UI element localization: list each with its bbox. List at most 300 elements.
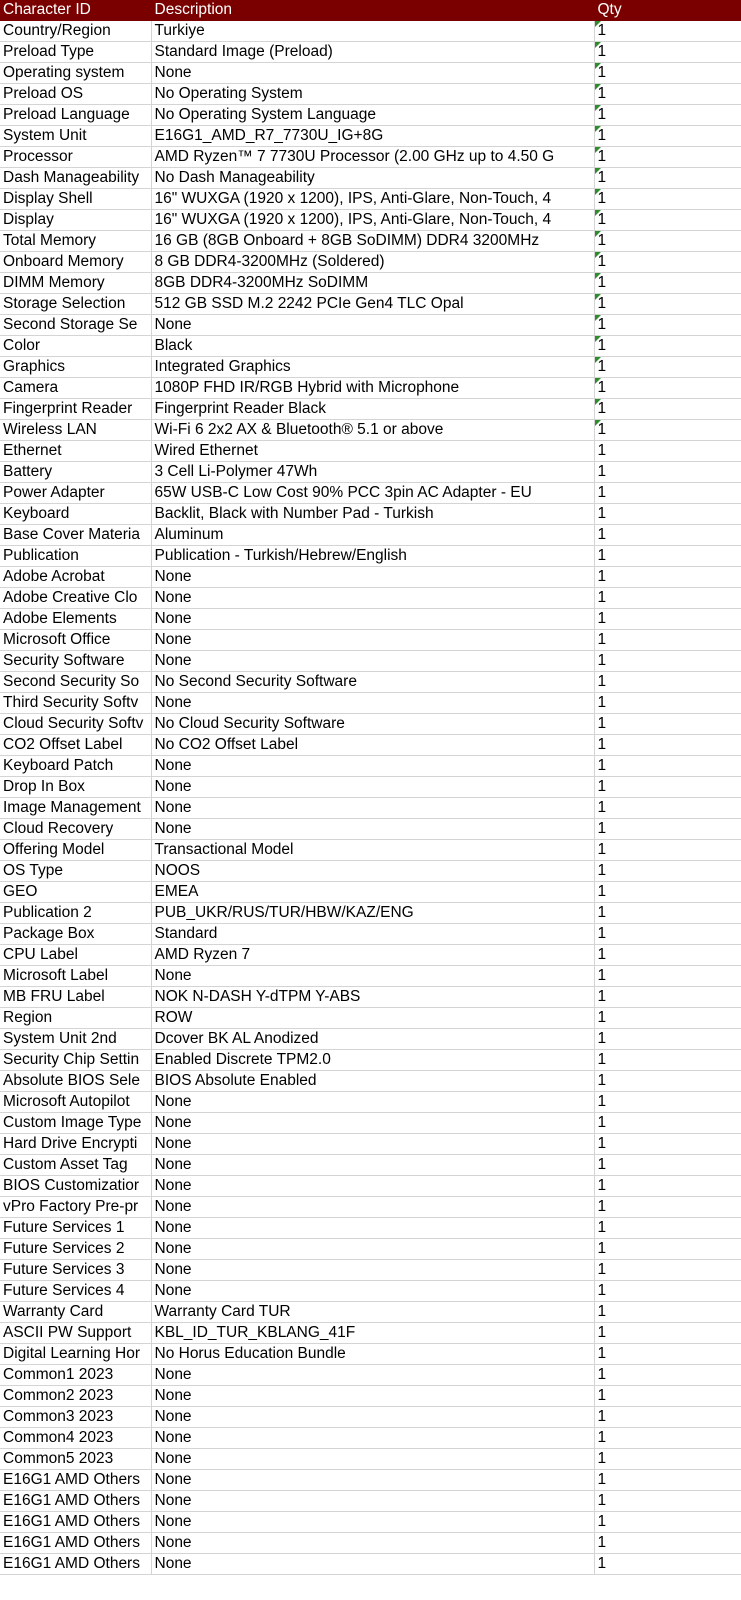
table-row <box>0 504 741 525</box>
cell-character-id[interactable]: Power Adapter <box>0 483 151 504</box>
table-row <box>0 609 741 630</box>
cell-description[interactable]: None <box>151 798 594 819</box>
cell-qty[interactable]: 1 <box>594 1176 741 1197</box>
table-row <box>0 1344 741 1365</box>
cell-qty[interactable]: 1 <box>594 567 741 588</box>
cell-description[interactable]: Standard Image (Preload) <box>151 42 594 63</box>
cell-qty[interactable]: 1 <box>594 798 741 819</box>
cell-description[interactable]: 16 GB (8GB Onboard + 8GB SoDIMM) DDR4 3200MHz <box>151 231 594 252</box>
cell-qty[interactable]: 1 <box>594 1050 741 1071</box>
cell-description[interactable]: Turkiye <box>151 21 594 42</box>
cell-character-id[interactable]: Publication <box>0 546 151 567</box>
table-row <box>0 1008 741 1029</box>
cell-description[interactable]: 512 GB SSD M.2 2242 PCIe Gen4 TLC Opal <box>151 294 594 315</box>
cell-qty[interactable]: 1 <box>594 987 741 1008</box>
cell-qty[interactable]: 1 <box>594 1218 741 1239</box>
cell-description[interactable]: Standard <box>151 924 594 945</box>
table-row <box>0 147 741 168</box>
cell-qty[interactable]: 1 <box>594 1239 741 1260</box>
cell-character-id[interactable]: Adobe Elements <box>0 609 151 630</box>
cell-description[interactable]: None <box>151 1092 594 1113</box>
cell-qty[interactable]: 1 <box>594 42 741 63</box>
cell-qty[interactable]: 1 <box>594 483 741 504</box>
cell-description[interactable]: Warranty Card TUR <box>151 1302 594 1323</box>
table-row <box>0 987 741 1008</box>
table-row <box>0 294 741 315</box>
cell-description[interactable]: 8GB DDR4-3200MHz SoDIMM <box>151 273 594 294</box>
cell-description[interactable]: ROW <box>151 1008 594 1029</box>
cell-qty[interactable]: 1 <box>594 210 741 231</box>
cell-description[interactable]: None <box>151 1155 594 1176</box>
table-row <box>0 1197 741 1218</box>
cell-qty[interactable]: 1 <box>594 945 741 966</box>
table-row <box>0 1029 741 1050</box>
table-row <box>0 1239 741 1260</box>
cell-description[interactable]: Backlit, Black with Number Pad - Turkish <box>151 504 594 525</box>
cell-character-id[interactable]: CPU Label <box>0 945 151 966</box>
cell-character-id[interactable]: Cloud Recovery <box>0 819 151 840</box>
cell-description[interactable]: None <box>151 1365 594 1386</box>
cell-description[interactable]: None <box>151 567 594 588</box>
cell-character-id[interactable]: Digital Learning Hor <box>0 1344 151 1365</box>
cell-character-id[interactable]: Image Management <box>0 798 151 819</box>
cell-description[interactable]: NOOS <box>151 861 594 882</box>
cell-character-id[interactable]: Common2 2023 <box>0 1386 151 1407</box>
cell-character-id[interactable]: Custom Asset Tag <box>0 1155 151 1176</box>
table-row <box>0 1470 741 1491</box>
cell-character-id[interactable]: Graphics <box>0 357 151 378</box>
table-row <box>0 378 741 399</box>
header-description[interactable]: Description <box>151 0 594 21</box>
table-row <box>0 1407 741 1428</box>
cell-description[interactable]: None <box>151 1386 594 1407</box>
cell-description[interactable]: None <box>151 777 594 798</box>
cell-qty[interactable]: 1 <box>594 168 741 189</box>
cell-description[interactable]: Black <box>151 336 594 357</box>
cell-description[interactable]: E16G1_AMD_R7_7730U_IG+8G <box>151 126 594 147</box>
cell-description[interactable]: None <box>151 1470 594 1491</box>
cell-qty[interactable]: 1 <box>594 1428 741 1449</box>
cell-qty[interactable]: 1 <box>594 504 741 525</box>
table-row <box>0 1281 741 1302</box>
cell-description[interactable]: No Operating System Language <box>151 105 594 126</box>
table-row <box>0 21 741 42</box>
cell-description[interactable]: Wired Ethernet <box>151 441 594 462</box>
cell-description[interactable]: None <box>151 1554 594 1575</box>
table-row <box>0 693 741 714</box>
cell-qty[interactable]: 1 <box>594 1491 741 1512</box>
cell-character-id[interactable]: Microsoft Label <box>0 966 151 987</box>
cell-qty[interactable]: 1 <box>594 966 741 987</box>
table-row <box>0 357 741 378</box>
table-row <box>0 1050 741 1071</box>
cell-qty[interactable]: 1 <box>594 1470 741 1491</box>
cell-qty[interactable]: 1 <box>594 1302 741 1323</box>
cell-qty[interactable]: 1 <box>594 924 741 945</box>
cell-description[interactable]: None <box>151 315 594 336</box>
cell-qty[interactable]: 1 <box>594 378 741 399</box>
cell-description[interactable]: AMD Ryzen™ 7 7730U Processor (2.00 GHz up to 4.50 G <box>151 147 594 168</box>
cell-qty[interactable]: 1 <box>594 441 741 462</box>
cell-qty[interactable]: 1 <box>594 252 741 273</box>
table-row <box>0 945 741 966</box>
table-row <box>0 567 741 588</box>
table-row <box>0 210 741 231</box>
cell-description[interactable]: No Cloud Security Software <box>151 714 594 735</box>
cell-character-id[interactable]: Absolute BIOS Sele <box>0 1071 151 1092</box>
cell-qty[interactable]: 1 <box>594 294 741 315</box>
cell-qty[interactable]: 1 <box>594 1533 741 1554</box>
cell-qty[interactable]: 1 <box>594 336 741 357</box>
cell-qty[interactable]: 1 <box>594 1344 741 1365</box>
cell-description[interactable]: None <box>151 1533 594 1554</box>
cell-qty[interactable]: 1 <box>594 1281 741 1302</box>
cell-qty[interactable]: 1 <box>594 1008 741 1029</box>
cell-description[interactable]: AMD Ryzen 7 <box>151 945 594 966</box>
cell-character-id[interactable]: Drop In Box <box>0 777 151 798</box>
cell-character-id[interactable]: Third Security Softv <box>0 693 151 714</box>
table-row <box>0 1365 741 1386</box>
cell-character-id[interactable]: Warranty Card <box>0 1302 151 1323</box>
cell-qty[interactable]: 1 <box>594 588 741 609</box>
table-row <box>0 1092 741 1113</box>
table-row <box>0 924 741 945</box>
cell-description[interactable]: Fingerprint Reader Black <box>151 399 594 420</box>
cell-character-id[interactable]: Country/Region <box>0 21 151 42</box>
cell-qty[interactable]: 1 <box>594 777 741 798</box>
cell-qty[interactable]: 1 <box>594 1113 741 1134</box>
cell-qty[interactable]: 1 <box>594 651 741 672</box>
cell-character-id[interactable]: Total Memory <box>0 231 151 252</box>
cell-qty[interactable]: 1 <box>594 357 741 378</box>
cell-qty[interactable]: 1 <box>594 756 741 777</box>
table-row <box>0 882 741 903</box>
cell-character-id[interactable]: CO2 Offset Label <box>0 735 151 756</box>
cell-character-id[interactable]: E16G1 AMD Others <box>0 1491 151 1512</box>
cell-description[interactable]: 16" WUXGA (1920 x 1200), IPS, Anti-Glare, Non-Touch, 4 <box>151 189 594 210</box>
cell-description[interactable]: None <box>151 1407 594 1428</box>
cell-character-id[interactable]: Processor <box>0 147 151 168</box>
table-row <box>0 861 741 882</box>
cell-character-id[interactable]: Package Box <box>0 924 151 945</box>
table-row <box>0 231 741 252</box>
table-row <box>0 630 741 651</box>
table-row <box>0 1113 741 1134</box>
cell-character-id[interactable]: Battery <box>0 462 151 483</box>
cell-qty[interactable]: 1 <box>594 273 741 294</box>
cell-description[interactable]: None <box>151 1218 594 1239</box>
cell-character-id[interactable]: Custom Image Type <box>0 1113 151 1134</box>
cell-qty[interactable]: 1 <box>594 840 741 861</box>
cell-description[interactable]: No Second Security Software <box>151 672 594 693</box>
cell-character-id[interactable]: E16G1 AMD Others <box>0 1470 151 1491</box>
cell-character-id[interactable]: Adobe Creative Clo <box>0 588 151 609</box>
cell-description[interactable]: KBL_ID_TUR_KBLANG_41F <box>151 1323 594 1344</box>
cell-character-id[interactable]: Microsoft Autopilot <box>0 1092 151 1113</box>
cell-description[interactable]: EMEA <box>151 882 594 903</box>
cell-description[interactable]: Enabled Discrete TPM2.0 <box>151 1050 594 1071</box>
table-row <box>0 105 741 126</box>
table-row <box>0 126 741 147</box>
cell-description[interactable]: None <box>151 1197 594 1218</box>
table-row <box>0 1176 741 1197</box>
cell-qty[interactable]: 1 <box>594 819 741 840</box>
cell-character-id[interactable]: vPro Factory Pre-pr <box>0 1197 151 1218</box>
table-row <box>0 1554 741 1575</box>
cell-qty[interactable]: 1 <box>594 21 741 42</box>
cell-qty[interactable]: 1 <box>594 1029 741 1050</box>
cell-character-id[interactable]: Camera <box>0 378 151 399</box>
table-row <box>0 672 741 693</box>
cell-character-id[interactable]: OS Type <box>0 861 151 882</box>
cell-description[interactable]: Publication - Turkish/Hebrew/English <box>151 546 594 567</box>
cell-character-id[interactable]: Common5 2023 <box>0 1449 151 1470</box>
cell-qty[interactable]: 1 <box>594 546 741 567</box>
cell-character-id[interactable]: E16G1 AMD Others <box>0 1512 151 1533</box>
table-row <box>0 1134 741 1155</box>
cell-description[interactable]: None <box>151 1239 594 1260</box>
cell-description[interactable]: None <box>151 1428 594 1449</box>
cell-qty[interactable]: 1 <box>594 882 741 903</box>
cell-qty[interactable]: 1 <box>594 1449 741 1470</box>
cell-description[interactable]: 16" WUXGA (1920 x 1200), IPS, Anti-Glare, Non-Touch, 4 <box>151 210 594 231</box>
cell-qty[interactable]: 1 <box>594 1512 741 1533</box>
cell-description[interactable]: None <box>151 63 594 84</box>
table-row <box>0 840 741 861</box>
cell-character-id[interactable]: Second Storage Se <box>0 315 151 336</box>
table-row <box>0 1428 741 1449</box>
cell-character-id[interactable]: Wireless LAN <box>0 420 151 441</box>
cell-character-id[interactable]: Fingerprint Reader <box>0 399 151 420</box>
cell-description[interactable]: None <box>151 756 594 777</box>
cell-qty[interactable]: 1 <box>594 630 741 651</box>
cell-character-id[interactable]: Common4 2023 <box>0 1428 151 1449</box>
cell-character-id[interactable]: Storage Selection <box>0 294 151 315</box>
cell-character-id[interactable]: Ethernet <box>0 441 151 462</box>
table-row <box>0 777 741 798</box>
table-row <box>0 1218 741 1239</box>
cell-qty[interactable]: 1 <box>594 189 741 210</box>
cell-qty[interactable]: 1 <box>594 1071 741 1092</box>
cell-qty[interactable]: 1 <box>594 525 741 546</box>
cell-qty[interactable]: 1 <box>594 1554 741 1575</box>
table-row <box>0 315 741 336</box>
cell-qty[interactable]: 1 <box>594 105 741 126</box>
table-row <box>0 168 741 189</box>
cell-qty[interactable]: 1 <box>594 861 741 882</box>
cell-description[interactable]: None <box>151 693 594 714</box>
table-row <box>0 1260 741 1281</box>
cell-description[interactable]: None <box>151 966 594 987</box>
cell-description[interactable]: None <box>151 1512 594 1533</box>
cell-description[interactable]: None <box>151 819 594 840</box>
cell-character-id[interactable]: ASCII PW Support <box>0 1323 151 1344</box>
cell-description[interactable]: No CO2 Offset Label <box>151 735 594 756</box>
cell-character-id[interactable]: E16G1 AMD Others <box>0 1533 151 1554</box>
header-row <box>0 0 741 21</box>
cell-qty[interactable]: 1 <box>594 609 741 630</box>
table-row <box>0 462 741 483</box>
table-row <box>0 651 741 672</box>
cell-description[interactable]: None <box>151 588 594 609</box>
cell-character-id[interactable]: System Unit <box>0 126 151 147</box>
cell-description[interactable]: None <box>151 1113 594 1134</box>
cell-qty[interactable]: 1 <box>594 1197 741 1218</box>
cell-qty[interactable]: 1 <box>594 1365 741 1386</box>
cell-character-id[interactable]: BIOS Customizatior <box>0 1176 151 1197</box>
cell-description[interactable]: 3 Cell Li-Polymer 47Wh <box>151 462 594 483</box>
cell-character-id[interactable]: GEO <box>0 882 151 903</box>
cell-character-id[interactable]: Region <box>0 1008 151 1029</box>
cell-qty[interactable]: 1 <box>594 1407 741 1428</box>
cell-description[interactable]: None <box>151 609 594 630</box>
cell-qty[interactable]: 1 <box>594 1092 741 1113</box>
cell-qty[interactable]: 1 <box>594 903 741 924</box>
cell-qty[interactable]: 1 <box>594 84 741 105</box>
table-row <box>0 273 741 294</box>
cell-character-id[interactable]: Second Security So <box>0 672 151 693</box>
table-row <box>0 1533 741 1554</box>
cell-character-id[interactable]: Common1 2023 <box>0 1365 151 1386</box>
cell-character-id[interactable]: Security Software <box>0 651 151 672</box>
cell-character-id[interactable]: Cloud Security Softv <box>0 714 151 735</box>
header-character-id[interactable]: Character ID <box>0 0 151 21</box>
cell-qty[interactable]: 1 <box>594 735 741 756</box>
cell-description[interactable]: None <box>151 1491 594 1512</box>
cell-character-id[interactable]: DIMM Memory <box>0 273 151 294</box>
cell-description[interactable]: Aluminum <box>151 525 594 546</box>
cell-character-id[interactable]: Microsoft Office <box>0 630 151 651</box>
table-row <box>0 336 741 357</box>
cell-qty[interactable]: 1 <box>594 672 741 693</box>
cell-qty[interactable]: 1 <box>594 693 741 714</box>
table-row <box>0 441 741 462</box>
cell-description[interactable]: Wi-Fi 6 2x2 AX & Bluetooth® 5.1 or above <box>151 420 594 441</box>
cell-qty[interactable]: 1 <box>594 126 741 147</box>
cell-character-id[interactable]: Preload OS <box>0 84 151 105</box>
table-row <box>0 1512 741 1533</box>
cell-description[interactable]: No Dash Manageability <box>151 168 594 189</box>
table-row <box>0 525 741 546</box>
cell-qty[interactable]: 1 <box>594 462 741 483</box>
cell-qty[interactable]: 1 <box>594 1386 741 1407</box>
cell-qty[interactable]: 1 <box>594 63 741 84</box>
table-row <box>0 1323 741 1344</box>
table-row <box>0 399 741 420</box>
cell-description[interactable]: Dcover BK AL Anodized <box>151 1029 594 1050</box>
cell-description[interactable]: 8 GB DDR4-3200MHz (Soldered) <box>151 252 594 273</box>
header-qty[interactable]: Qty <box>594 0 741 21</box>
table-row <box>0 1386 741 1407</box>
cell-description[interactable]: Integrated Graphics <box>151 357 594 378</box>
cell-character-id[interactable]: MB FRU Label <box>0 987 151 1008</box>
cell-character-id[interactable]: Future Services 1 <box>0 1218 151 1239</box>
table-row <box>0 1302 741 1323</box>
table-row <box>0 819 741 840</box>
cell-description[interactable]: No Operating System <box>151 84 594 105</box>
cell-character-id[interactable]: Base Cover Materia <box>0 525 151 546</box>
cell-character-id[interactable]: Hard Drive Encrypti <box>0 1134 151 1155</box>
cell-character-id[interactable]: Keyboard Patch <box>0 756 151 777</box>
table-row <box>0 63 741 84</box>
table-row <box>0 588 741 609</box>
cell-description[interactable]: None <box>151 630 594 651</box>
cell-qty[interactable]: 1 <box>594 1323 741 1344</box>
cell-description[interactable]: None <box>151 1449 594 1470</box>
cell-qty[interactable]: 1 <box>594 315 741 336</box>
cell-description[interactable]: BIOS Absolute Enabled <box>151 1071 594 1092</box>
cell-description[interactable]: None <box>151 1176 594 1197</box>
cell-character-id[interactable]: Publication 2 <box>0 903 151 924</box>
cell-character-id[interactable]: Onboard Memory <box>0 252 151 273</box>
cell-description[interactable]: None <box>151 1281 594 1302</box>
cell-character-id[interactable]: Preload Type <box>0 42 151 63</box>
cell-qty[interactable]: 1 <box>594 147 741 168</box>
table-row <box>0 714 741 735</box>
cell-character-id[interactable]: Color <box>0 336 151 357</box>
table-row <box>0 483 741 504</box>
cell-description[interactable]: No Horus Education Bundle <box>151 1344 594 1365</box>
table-row <box>0 252 741 273</box>
cell-description[interactable]: 1080P FHD IR/RGB Hybrid with Microphone <box>151 378 594 399</box>
table-body <box>0 21 741 1575</box>
cell-description[interactable]: PUB_UKR/RUS/TUR/HBW/KAZ/ENG <box>151 903 594 924</box>
cell-character-id[interactable]: Dash Manageability <box>0 168 151 189</box>
cell-qty[interactable]: 1 <box>594 1260 741 1281</box>
cell-description[interactable]: Transactional Model <box>151 840 594 861</box>
cell-description[interactable]: 65W USB-C Low Cost 90% PCC 3pin AC Adapter - EU <box>151 483 594 504</box>
cell-character-id[interactable]: Future Services 4 <box>0 1281 151 1302</box>
cell-character-id[interactable]: Display Shell <box>0 189 151 210</box>
table-row <box>0 84 741 105</box>
cell-qty[interactable]: 1 <box>594 231 741 252</box>
cell-qty[interactable]: 1 <box>594 1134 741 1155</box>
cell-description[interactable]: None <box>151 1260 594 1281</box>
cell-character-id[interactable]: Future Services 2 <box>0 1239 151 1260</box>
cell-character-id[interactable]: Adobe Acrobat <box>0 567 151 588</box>
cell-qty[interactable]: 1 <box>594 1155 741 1176</box>
cell-character-id[interactable]: Display <box>0 210 151 231</box>
table-row <box>0 42 741 63</box>
cell-qty[interactable]: 1 <box>594 399 741 420</box>
cell-character-id[interactable]: Common3 2023 <box>0 1407 151 1428</box>
table-row <box>0 735 741 756</box>
cell-description[interactable]: None <box>151 1134 594 1155</box>
table-row <box>0 189 741 210</box>
cell-qty[interactable]: 1 <box>594 714 741 735</box>
cell-character-id[interactable]: Future Services 3 <box>0 1260 151 1281</box>
cell-character-id[interactable]: E16G1 AMD Others <box>0 1554 151 1575</box>
cell-qty[interactable]: 1 <box>594 420 741 441</box>
cell-character-id[interactable]: Operating system <box>0 63 151 84</box>
table-row <box>0 798 741 819</box>
cell-character-id[interactable]: Preload Language <box>0 105 151 126</box>
cell-character-id[interactable]: System Unit 2nd <box>0 1029 151 1050</box>
cell-description[interactable]: NOK N-DASH Y-dTPM Y-ABS <box>151 987 594 1008</box>
table-row <box>0 546 741 567</box>
table-row <box>0 1449 741 1470</box>
cell-character-id[interactable]: Offering Model <box>0 840 151 861</box>
table-row <box>0 1491 741 1512</box>
cell-description[interactable]: None <box>151 651 594 672</box>
table-row <box>0 903 741 924</box>
table-row <box>0 420 741 441</box>
table-row <box>0 756 741 777</box>
cell-character-id[interactable]: Keyboard <box>0 504 151 525</box>
table-row <box>0 1071 741 1092</box>
table-row <box>0 1155 741 1176</box>
cell-character-id[interactable]: Security Chip Settin <box>0 1050 151 1071</box>
